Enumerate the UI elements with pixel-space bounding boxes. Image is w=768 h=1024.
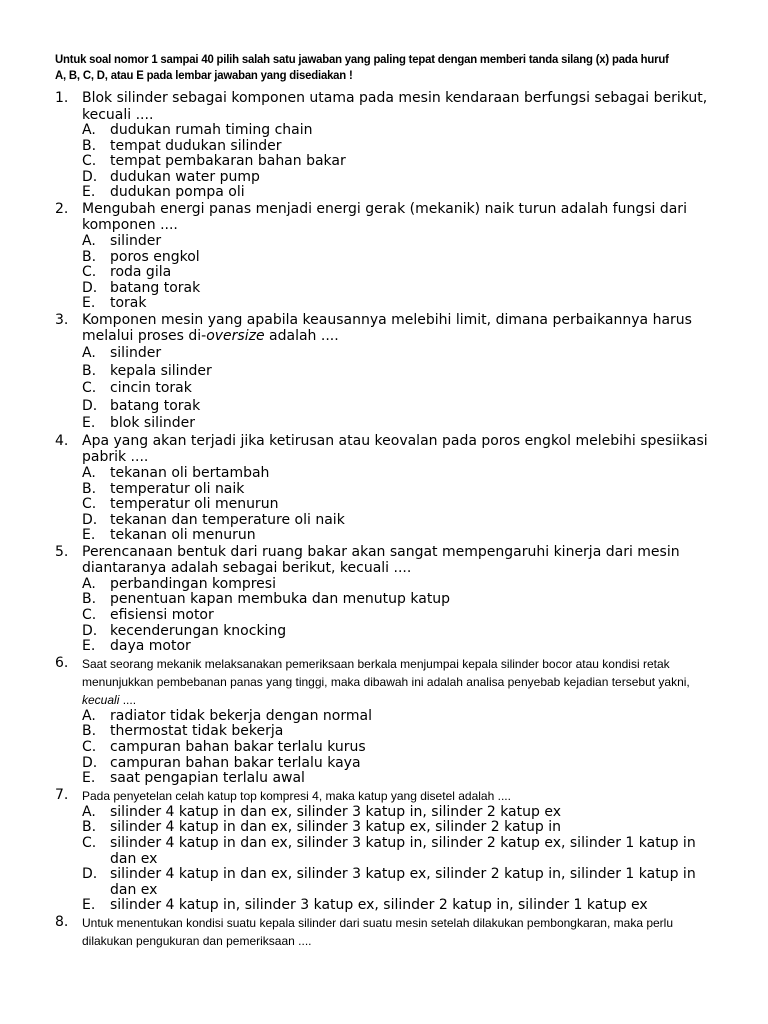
option-c	[0, 380, 768, 398]
option-list	[0, 709, 768, 787]
option-text: tempat dudukan silinder	[110, 137, 282, 154]
option-letter: E.	[82, 295, 96, 312]
option-text: kepala silinder	[110, 362, 212, 379]
option-text: silinder	[110, 232, 162, 249]
option-text: cincin torak	[110, 380, 192, 397]
option-e	[0, 528, 768, 544]
question-text	[82, 312, 712, 345]
question-8	[0, 914, 768, 950]
question-2	[0, 201, 768, 312]
question-1	[0, 90, 768, 201]
option-a	[0, 345, 768, 363]
option-c	[0, 608, 768, 624]
option-d	[0, 398, 768, 416]
option-e	[0, 771, 768, 787]
option-text: radiator tidak bekerja dengan normal	[110, 707, 372, 724]
option-b	[0, 482, 768, 498]
instruction-block	[55, 51, 669, 83]
option-letter: D.	[82, 622, 98, 639]
option-letter: A.	[82, 803, 96, 820]
instruction-line-1: Untuk soal nomor 1 sampai 40 pilih salah satu jawaban yang paling tepat dengan memberi tanda silang (x) pada huruf	[55, 52, 669, 66]
option-e	[0, 185, 768, 201]
option-letter: C.	[82, 264, 97, 281]
option-e	[0, 296, 768, 312]
option-text: tekanan dan temperature oli naik	[110, 511, 345, 528]
option-letter: B.	[82, 480, 97, 497]
option-text: perbandingan kompresi	[110, 575, 276, 592]
question-number: 4.	[55, 432, 69, 449]
question-text: Perencanaan bentuk dari ruang bakar akan sangat mempengaruhi kinerja dari mesin diantaranya adalah sebagai berikut, kecuali ....	[82, 543, 680, 577]
option-b	[0, 139, 768, 155]
option-d	[0, 624, 768, 640]
question-3	[0, 312, 768, 433]
option-b	[0, 363, 768, 381]
option-text: tempat pembakaran bahan bakar	[110, 153, 346, 170]
option-letter: A.	[82, 344, 96, 361]
question-text: Apa yang akan terjadi jika ketirusan atau keovalan pada poros engkol melebihi spesiikasi pabrik ....	[82, 432, 708, 466]
question-text	[82, 655, 702, 709]
option-e	[0, 898, 768, 914]
option-c	[0, 497, 768, 513]
option-text: dudukan rumah timing chain	[110, 122, 313, 138]
question-6	[0, 655, 768, 787]
option-text: campuran bahan bakar terlalu kurus	[110, 739, 366, 756]
option-d	[0, 170, 768, 186]
question-number: 5.	[55, 543, 69, 560]
option-list	[0, 466, 768, 544]
option-text: temperatur oli menurun	[110, 496, 279, 513]
question-text: Blok silinder sebagai komponen utama pada mesin kendaraan berfungsi sebagai berikut, kecuali ....	[82, 90, 708, 123]
option-letter: C.	[82, 607, 97, 624]
option-b	[0, 724, 768, 740]
option-letter: C.	[82, 496, 97, 513]
option-letter: A.	[82, 707, 96, 724]
option-text: dudukan pompa oli	[110, 184, 245, 201]
option-list	[0, 805, 768, 914]
option-text: tekanan oli bertambah	[110, 464, 270, 481]
option-a	[0, 466, 768, 482]
option-letter: D.	[82, 511, 98, 528]
option-a	[0, 234, 768, 250]
option-letter: D.	[82, 279, 98, 296]
option-text: daya motor	[110, 638, 191, 655]
option-d	[0, 867, 768, 898]
question-text-italic: kecuali	[82, 692, 120, 707]
option-letter: A.	[82, 122, 96, 138]
option-letter: D.	[82, 168, 98, 185]
question-number: 3.	[55, 311, 69, 328]
option-letter: E.	[82, 897, 96, 914]
option-letter: B.	[82, 723, 97, 740]
option-text: blok silinder	[110, 415, 195, 432]
option-text: batang torak	[110, 279, 201, 296]
question-text: Pada penyetelan celah katup top kompresi 4, maka katup yang disetel adalah ....	[82, 788, 511, 803]
option-d	[0, 756, 768, 772]
question-5	[0, 544, 768, 655]
option-letter: B.	[82, 137, 97, 154]
question-number: 1.	[55, 90, 69, 106]
question-text-part: Saat seorang mekanik melaksanakan pemeriksaan berkala menjumpai kepala silinder bocor atau kondisi retak menunjukkan pembebanan panas yang tinggi, maka dibawah ini adalah analisa penyebab kejadian tersebut yakni,	[82, 656, 690, 689]
option-list	[0, 234, 768, 312]
option-list	[0, 345, 768, 433]
option-letter: B.	[82, 248, 97, 265]
option-letter: D.	[82, 866, 98, 883]
question-text-part: Komponen mesin yang apabila keausannya melebihi limit, dimana perbaikannya harus melalui proses di-	[82, 311, 692, 345]
option-c	[0, 265, 768, 281]
option-letter: B.	[82, 819, 97, 836]
option-letter: E.	[82, 770, 96, 787]
option-letter: D.	[82, 754, 98, 771]
option-letter: E.	[82, 638, 96, 655]
option-text: poros engkol	[110, 248, 200, 265]
option-letter: C.	[82, 380, 97, 397]
option-text: silinder 4 katup in, silinder 3 katup ex, silinder 2 katup in, silinder 1 katup ex	[110, 897, 648, 914]
instruction-line-2: A, B, C, D, atau E pada lembar jawaban yang disediakan !	[55, 68, 353, 82]
option-text: thermostat tidak bekerja	[110, 723, 284, 740]
option-letter: C.	[82, 739, 97, 756]
option-text: roda gila	[110, 264, 172, 281]
option-text: kecenderungan knocking	[110, 622, 287, 639]
question-text-part: ....	[119, 692, 137, 707]
option-letter: E.	[82, 184, 96, 201]
option-b	[0, 592, 768, 608]
option-letter: A.	[82, 575, 96, 592]
option-a	[0, 577, 768, 593]
option-letter: A.	[82, 232, 96, 249]
option-d	[0, 281, 768, 297]
question-text-part: adalah ....	[264, 328, 339, 345]
option-list	[0, 577, 768, 655]
option-letter: E.	[82, 415, 96, 432]
option-a	[0, 805, 768, 821]
option-b	[0, 250, 768, 266]
option-d	[0, 513, 768, 529]
option-e	[0, 415, 768, 433]
option-text: silinder 4 katup in dan ex, silinder 3 katup in, silinder 2 katup ex, silinder 1 katup in dan ex	[110, 835, 696, 867]
option-list	[0, 123, 768, 201]
option-e	[0, 639, 768, 655]
option-c	[0, 154, 768, 170]
option-text: campuran bahan bakar terlalu kaya	[110, 754, 361, 771]
option-text: silinder	[110, 344, 162, 361]
option-text: silinder 4 katup in dan ex, silinder 3 katup ex, silinder 2 katup in, silinder 1 katup in dan ex	[110, 866, 696, 898]
option-text: silinder 4 katup in dan ex, silinder 3 katup in, silinder 2 katup ex	[110, 803, 561, 820]
option-c	[0, 836, 768, 867]
option-a	[0, 123, 768, 139]
option-text: tekanan oli menurun	[110, 527, 256, 544]
question-list	[0, 90, 768, 950]
question-text: Mengubah energi panas menjadi energi gerak (mekanik) naik turun adalah fungsi dari komponen ....	[82, 200, 687, 234]
option-text: efisiensi motor	[110, 607, 214, 624]
question-number: 7.	[55, 786, 69, 803]
question-number: 8.	[55, 913, 69, 930]
question-7	[0, 787, 768, 914]
option-letter: E.	[82, 527, 96, 544]
question-text-italic: oversize	[206, 328, 265, 345]
option-letter: B.	[82, 362, 97, 379]
option-text: penentuan kapan membuka dan menutup katup	[110, 591, 451, 608]
option-letter: C.	[82, 835, 97, 851]
option-b	[0, 820, 768, 836]
option-letter: A.	[82, 464, 96, 481]
option-letter: D.	[82, 397, 98, 414]
option-a	[0, 709, 768, 725]
option-text: torak	[110, 295, 147, 312]
option-letter: B.	[82, 591, 97, 608]
option-text: batang torak	[110, 397, 201, 414]
option-text: saat pengapian terlalu awal	[110, 770, 305, 787]
option-c	[0, 740, 768, 756]
question-number: 2.	[55, 200, 69, 217]
option-text: temperatur oli naik	[110, 480, 245, 497]
question-number: 6.	[55, 654, 69, 671]
option-text: dudukan water pump	[110, 168, 260, 185]
option-text: silinder 4 katup in dan ex, silinder 3 katup ex, silinder 2 katup in	[110, 819, 561, 836]
question-4	[0, 433, 768, 544]
option-letter: C.	[82, 153, 97, 170]
question-text: Untuk menentukan kondisi suatu kepala silinder dari suatu mesin setelah dilakukan pembongkaran, maka perlu dilakukan pengukuran dan pemeriksaan ....	[82, 915, 674, 948]
